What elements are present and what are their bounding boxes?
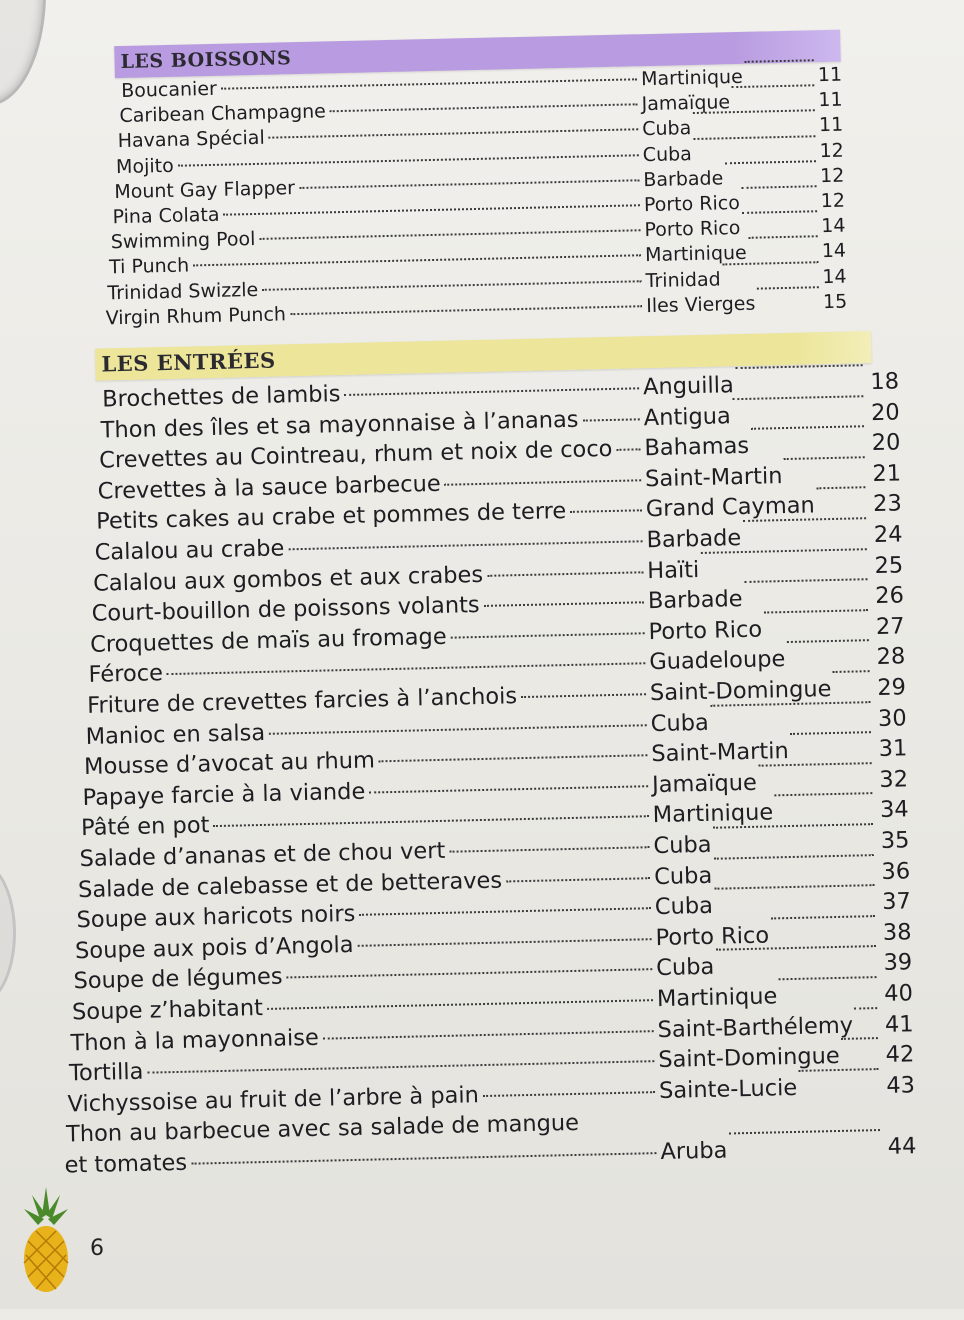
- recipe-page: 36: [881, 857, 911, 885]
- recipe-page: 38: [882, 919, 912, 946]
- recipe-country-text: Antigua: [643, 402, 732, 431]
- dot-leader: [445, 479, 642, 485]
- dot-leader: [449, 846, 649, 853]
- dot-leader: [323, 1030, 654, 1040]
- dot-leader: [147, 1060, 654, 1074]
- recipe-country-text: Barbade: [647, 586, 743, 615]
- dot-leader: [344, 387, 639, 396]
- recipe-page: 32: [879, 766, 909, 793]
- dot-leader: [616, 448, 640, 451]
- recipe-page: 24: [873, 521, 903, 549]
- recipe-name: Soupe aux haricots noirs: [76, 901, 356, 934]
- recipe-country-text: Cuba: [653, 862, 713, 890]
- dot-leader: [741, 185, 816, 189]
- dot-leader: [359, 907, 651, 916]
- dot-leader: [729, 1129, 880, 1134]
- dot-leader: [287, 969, 653, 979]
- recipe-page: 18: [870, 368, 900, 396]
- recipe-name: Salade d’ananas et de chou vert: [79, 837, 446, 873]
- recipe-name: Thon des îles et sa mayonnaise à l’ananas: [100, 406, 579, 444]
- recipe-name: Pâté en pot: [80, 812, 210, 842]
- recipe-page: 42: [885, 1041, 915, 1069]
- recipe-page: 12: [819, 139, 844, 162]
- pineapple-icon: [18, 1185, 74, 1295]
- recipe-name: Crevettes à la sauce barbecue: [97, 470, 441, 505]
- recipe-country-text: Trinidad: [645, 268, 721, 292]
- recipe-name: Havana Spécial: [117, 127, 265, 153]
- recipe-page: 34: [879, 796, 910, 824]
- dot-leader: [213, 816, 648, 828]
- recipe-name: Court-bouillon de poissons volants: [91, 592, 480, 627]
- section-title: LES ENTRÉES: [101, 347, 276, 377]
- dot-leader: [379, 754, 648, 762]
- dot-leader: [855, 1007, 878, 1010]
- recipe-country-text: Martinique: [652, 799, 774, 829]
- dot-leader: [269, 724, 647, 735]
- recipe-page: 11: [818, 88, 843, 112]
- recipe-country-text: Martinique: [644, 242, 748, 267]
- recipe-name: Petits cakes au crabe et pommes de terre: [95, 498, 567, 536]
- dot-leader: [816, 487, 865, 490]
- recipe-page: 11: [817, 63, 843, 87]
- dot-leader: [732, 84, 815, 88]
- recipe-name: Manioc en salsa: [85, 719, 266, 750]
- section-title: LES BOISSONS: [120, 47, 292, 74]
- dot-leader: [833, 670, 870, 673]
- recipe-country-text: Grand Cayman: [645, 492, 816, 523]
- recipe-country: [657, 981, 880, 1012]
- recipe-country: [646, 291, 821, 317]
- dot-leader: [451, 632, 645, 638]
- recipe-name: Swimming Pool: [110, 228, 256, 254]
- recipe-country-text: Jamaïque: [641, 91, 731, 116]
- recipe-page: 25: [874, 551, 904, 579]
- dot-leader: [742, 210, 817, 214]
- recipe-page: 30: [877, 704, 907, 732]
- dot-leader: [330, 103, 638, 112]
- recipe-name: Vichyssoise au fruit de l’arbre à pain: [67, 1081, 480, 1118]
- dot-leader: [267, 999, 653, 1010]
- recipe-country-text: Saint-Domingue: [658, 1043, 841, 1074]
- dot-leader: [506, 877, 650, 882]
- dot-leader: [259, 229, 640, 240]
- recipe-page: 14: [822, 265, 847, 288]
- dot-leader: [223, 204, 639, 215]
- recipe-name: Caribean Champagne: [119, 100, 327, 128]
- recipe-name: Crevettes au Cointreau, rhum et noix de coco: [98, 436, 613, 474]
- dot-leader: [570, 510, 642, 514]
- recipe-page: 31: [878, 735, 908, 763]
- dot-leader: [191, 1152, 656, 1165]
- dot-leader: [748, 236, 817, 240]
- recipe-page: 12: [819, 164, 845, 187]
- recipe-page: 28: [876, 643, 906, 671]
- recipe-name: Friture de crevettes farcies à l’anchois: [86, 683, 518, 719]
- dot-leader: [483, 1091, 655, 1097]
- recipe-page: 21: [872, 460, 902, 487]
- page-number: 6: [90, 1236, 104, 1261]
- dot-leader: [582, 418, 639, 421]
- recipe-name: Mount Gay Flapper: [114, 176, 296, 203]
- recipe-country-text: Cuba: [641, 117, 692, 141]
- recipe-page: 15: [822, 290, 848, 313]
- recipe-country-text: Barbade: [643, 167, 724, 191]
- recipe-country-text: Jamaïque: [651, 769, 758, 798]
- recipe-page: 29: [877, 674, 907, 701]
- dot-leader: [841, 1037, 878, 1040]
- recipe-country-text: Porto Rico: [648, 616, 763, 645]
- recipe-page: 23: [872, 490, 903, 518]
- recipe-page: 44: [887, 1133, 917, 1160]
- recipe-country-text: Cuba: [642, 142, 693, 166]
- recipe-country-text: Martinique: [656, 983, 778, 1013]
- dot-leader: [262, 280, 642, 291]
- recipe-page: 26: [874, 582, 905, 610]
- recipe-name: Tortilla: [68, 1058, 144, 1087]
- recipe-country-text: Saint-Martin: [651, 738, 789, 768]
- dot-leader: [487, 571, 643, 577]
- recipe-page: 11: [818, 114, 844, 137]
- recipe-country-text: Iles Vierges: [645, 292, 756, 317]
- recipe-name: et tomates: [64, 1149, 188, 1179]
- dot-leader: [784, 456, 865, 460]
- recipe-name: Virgin Rhum Punch: [105, 303, 287, 330]
- recipe-country-text: Saint-Domingue: [649, 676, 832, 707]
- recipe-country-text: Haïti: [646, 556, 700, 584]
- recipe-name: Croquettes de maïs au fromage: [89, 623, 447, 658]
- recipe-name: Féroce: [88, 660, 164, 689]
- recipe-page: 35: [880, 827, 910, 854]
- dot-leader: [269, 129, 639, 139]
- recipe-name: Mousse d’avocat au rhum: [83, 747, 376, 781]
- dot-leader: [757, 286, 819, 289]
- recipe-name: Calalou aux gombos et aux crabes: [92, 561, 484, 597]
- recipe-name: Calalou au crabe: [94, 535, 285, 566]
- dot-leader: [288, 540, 642, 550]
- recipe-country-text: Porto Rico: [643, 191, 741, 217]
- dot-leader: [799, 1068, 879, 1072]
- recipe-country-text: Saint-Martin: [644, 462, 783, 493]
- recipe-country: [660, 1134, 883, 1165]
- recipe-name: Soupe aux pois d’Angola: [74, 931, 354, 965]
- dot-leader: [790, 731, 871, 735]
- recipe-country-text: Cuba: [655, 954, 715, 982]
- dot-leader: [357, 938, 651, 947]
- recipe-country-text: Aruba: [660, 1137, 728, 1166]
- recipe-page: 14: [821, 239, 847, 263]
- list-item-name-line: Thon au barbecue avec sa salade de mangue: [65, 1110, 580, 1148]
- dot-leader: [299, 179, 639, 189]
- recipe-country-text: Martinique: [640, 65, 744, 91]
- recipe-country-text: Barbade: [646, 525, 742, 554]
- recipe-page: 41: [884, 1010, 914, 1038]
- recipe-country: [659, 1073, 882, 1104]
- recipe-page: 14: [821, 214, 846, 238]
- dot-leader: [290, 305, 642, 315]
- recipe-page: 20: [870, 399, 900, 426]
- recipe-name: Brochettes de lambis: [101, 381, 341, 413]
- dot-leader: [167, 663, 645, 676]
- dot-leader: [787, 640, 869, 644]
- recipe-name: Mojito: [115, 154, 174, 178]
- recipe-name: Papaye farcie à la viande: [82, 778, 366, 811]
- recipe-country-text: Porto Rico: [655, 922, 770, 951]
- recipe-country-text: Guadeloupe: [649, 646, 786, 676]
- dot-leader: [484, 601, 644, 607]
- dot-leader: [193, 255, 641, 267]
- recipe-name: Pina Colata: [112, 203, 220, 229]
- recipe-country-text: Porto Rico: [644, 217, 741, 242]
- recipe-name: Boucanier: [120, 77, 218, 102]
- recipe-page: 40: [883, 980, 914, 1007]
- recipe-page: 27: [875, 613, 905, 640]
- recipe-page: 37: [881, 888, 912, 916]
- recipe-name: Thon à la mayonnaise: [70, 1024, 320, 1056]
- recipe-name: Salade de calebasse et de betteraves: [77, 867, 503, 903]
- recipe-country-text: Cuba: [654, 892, 714, 921]
- recipe-page: 43: [886, 1072, 916, 1099]
- recipe-country-text: Saint-Barthélemy: [657, 1012, 854, 1043]
- recipe-country-text: Cuba: [650, 709, 710, 737]
- recipe-name: Soupe de légumes: [73, 963, 283, 995]
- dot-leader: [178, 154, 639, 166]
- recipe-page: 20: [871, 429, 901, 457]
- recipe-name: Soupe z’habitant: [71, 995, 264, 1026]
- dot-leader: [521, 693, 646, 698]
- recipe-country-text: Sainte-Lucie: [658, 1074, 798, 1104]
- recipe-page: 12: [820, 189, 846, 213]
- recipe-country-text: Anguilla: [642, 372, 735, 401]
- recipe-name: Trinidad Swizzle: [107, 278, 259, 304]
- dot-leader: [221, 78, 637, 89]
- recipe-page: 39: [883, 949, 913, 977]
- recipe-country-text: Bahamas: [644, 433, 750, 462]
- recipe-name: Ti Punch: [108, 254, 190, 279]
- dot-leader: [369, 785, 648, 793]
- recipe-country-text: Cuba: [653, 831, 712, 860]
